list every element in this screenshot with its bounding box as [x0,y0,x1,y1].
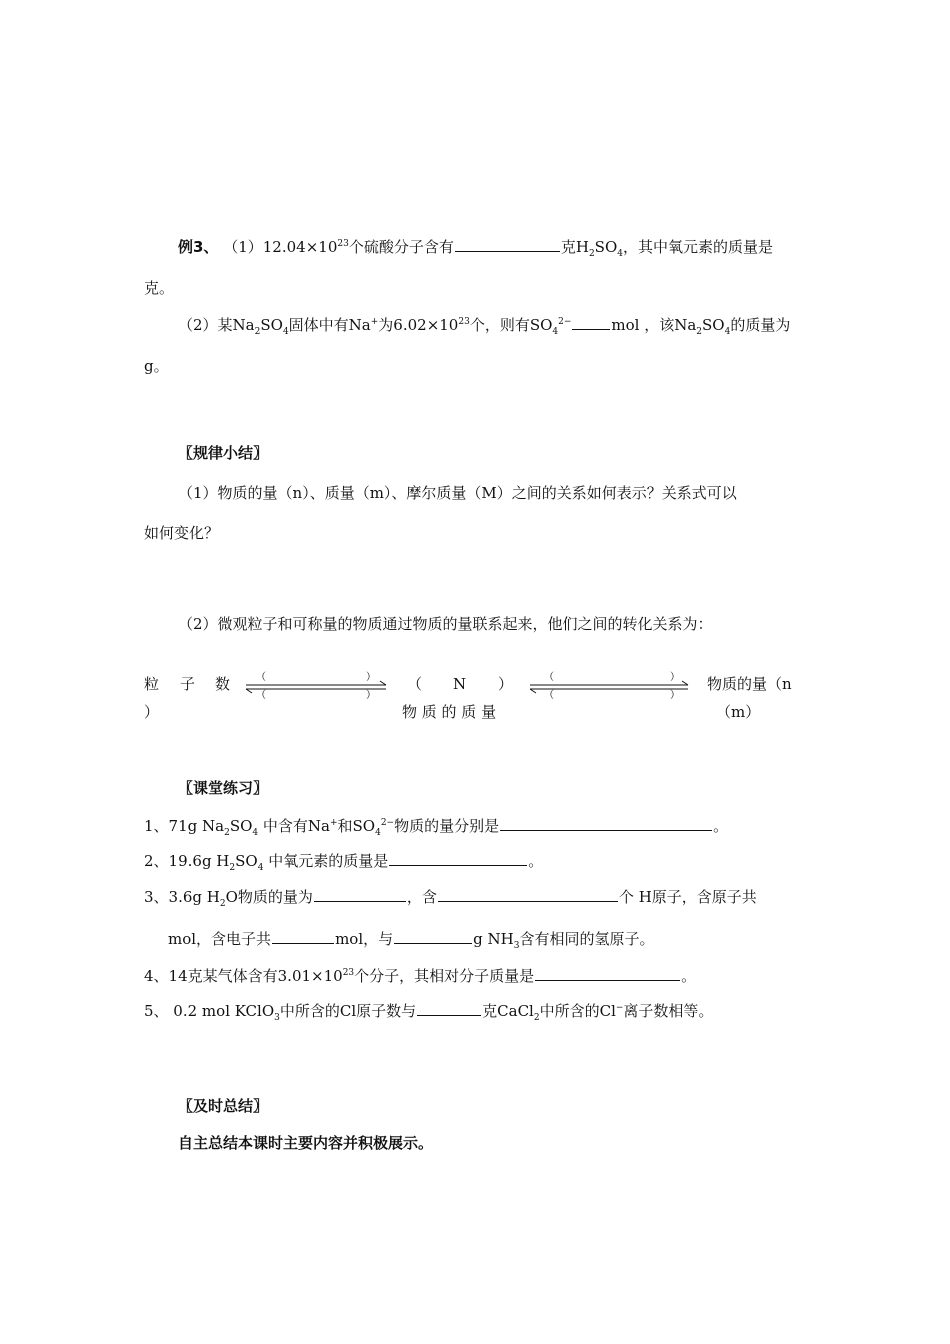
diagram-left-paren: ） [144,703,160,721]
example3-line1: 例3、 $(1)12.04\times 10^{23}$个硫酸分子含有 克$H_2SO_4$，其中氧元素的质量是 [178,238,773,259]
summary-q1-line1: （1）物质的量（n）、质量（m）、摩尔质量（M）之间的关系如何表示？关系式可以 [178,484,737,502]
practice-q1: 1、71g $Na_2SO_4$ 中含有Na+和$SO_4^{2-}$物质的量分别是 。 [144,817,729,838]
example3-line4: g。 [144,357,169,375]
answer-blank[interactable] [314,886,406,902]
answer-blank[interactable] [389,850,527,866]
arrow1-top-open: （ [256,672,266,683]
example3-line3: （2）某$Na_2SO_4$固体中有Na+为$6.02\times 10^{23}$个，则有$SO_4^{2-}$ mol ，该$Na_2SO_4$的质量为 [178,316,791,337]
practice-q4: 4、14克某气体含有$3.01\times 10^{23}$个分子，其相对分子质量是 。 [144,967,697,985]
arrow2-bottom-open: （ [544,690,554,701]
summary-q1-line2: 如何变化？ [144,524,220,542]
conclusion-text: 自主总结本课时主要内容并积极展示。 [178,1134,434,1152]
arrow1-bottom-open: （ [256,690,266,701]
practice-q3-line2: mol，含电子共 mol，与 g $NH_3$含有相同的氢原子。 [168,930,655,951]
answer-blank[interactable] [394,928,472,944]
diagram-right-line2: （m） [716,703,761,721]
conclusion-heading: 〖及时总结〗 [178,1097,269,1115]
answer-blank[interactable] [572,314,610,330]
answer-blank[interactable] [535,965,680,981]
diagram-mid-N: N [453,675,467,693]
diagram-mid-open: （ [407,675,423,693]
diagram-mid-close: ） [498,675,514,693]
practice-q2: 2、19.6g $H_2SO_4$ 中氧元素的质量是 。 [144,852,544,873]
summary-q2: （2）微观粒子和可称量的物质通过物质的量联系起来，他们之间的转化关系为： [178,615,713,633]
example3-label: 例3、 [178,238,219,256]
example3-line2: 克。 [144,279,175,297]
answer-blank[interactable] [500,815,712,831]
practice-q5: 5、 0.2 mol KClO$_3$中所含的Cl原子数与 克CaCl$_2$中所含的Cl−离子数相等。 [144,1002,714,1023]
arrow2-top-open: （ [544,672,554,683]
diagram-mid-bottom: 物 质 的 质 量 [402,703,497,721]
practice-q3-line1: 3、3.6g $H_2O$物质的量为 ，含 个 H原子，含原子共 [144,888,757,909]
answer-blank[interactable] [438,886,618,902]
diagram-left-char1: 粒 [144,675,160,693]
answer-blank[interactable] [272,928,334,944]
arrow1-bottom-close: ） [366,690,376,701]
diagram-left-char3: 数 [215,675,231,693]
answer-blank[interactable] [455,236,560,252]
diagram-right-line1: 物质的量（n [707,675,792,693]
practice-heading: 〖课堂练习〗 [178,779,269,797]
answer-blank[interactable] [417,1000,481,1016]
arrow2-bottom-close: ） [670,690,680,701]
arrow1-top-close: ） [366,672,376,683]
diagram-left-char2: 子 [180,675,196,693]
arrow2-top-close: ） [670,672,680,683]
summary-heading: 〖规律小结〗 [178,444,269,462]
